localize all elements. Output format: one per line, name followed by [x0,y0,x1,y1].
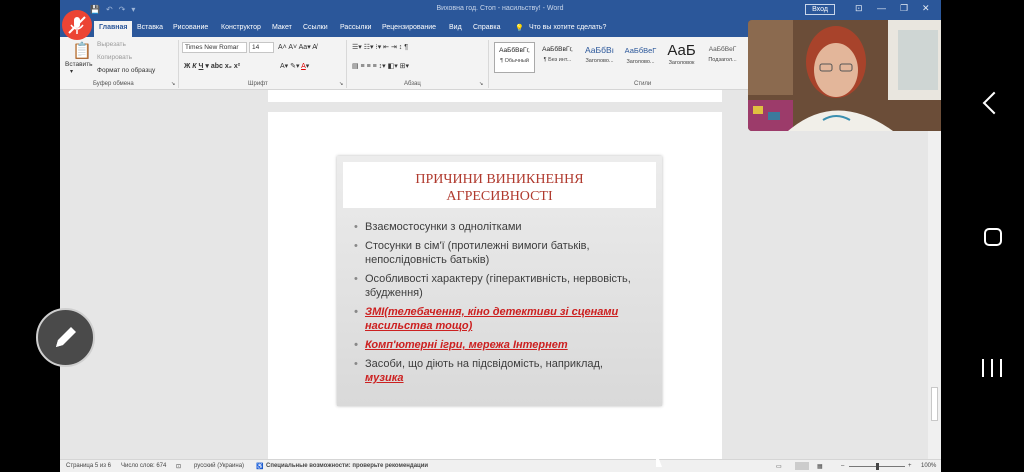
title-bar [60,0,941,19]
document-title: Виховна год. Стоп - насильству! - Word [436,5,564,12]
pencil-icon [38,310,93,365]
mouse-cursor-icon [656,459,662,467]
accessibility-icon: ♿ [256,464,264,470]
style-no-spacing[interactable] [537,42,578,73]
font-launcher-icon[interactable]: ↘ [339,81,344,87]
web-layout-icon[interactable]: ▦ [817,464,823,470]
paragraph-launcher-icon[interactable]: ↘ [479,81,484,87]
tab-insert[interactable]: Вставка [137,24,164,31]
divider [178,40,179,88]
back-icon[interactable] [983,92,1006,115]
slide-bullet-emphasis: • ЗМІ(телебачення, кіно детективи зі сценами насильства тощо) [353,305,653,333]
divider [488,40,489,88]
quick-access-toolbar[interactable]: 💾↶↷▾ [90,5,142,14]
proofing-icon[interactable]: ⊡ [176,464,182,470]
slide-title-box [343,162,656,208]
print-layout-icon[interactable] [795,462,809,470]
annotate-pen-button[interactable] [36,308,95,367]
document-page[interactable] [268,112,722,459]
slide-title-line-2: АГРЕСИВНОСТІ [446,189,553,204]
slide-bullet-text: Засоби, що діють на підсвідомість, наприклад, [365,358,603,370]
paste-button[interactable]: Вставить [65,61,93,68]
paste-dropdown-icon[interactable]: ▾ [70,69,74,75]
font-size-combo[interactable]: 14 [249,42,274,53]
style-heading-2[interactable] [620,42,661,73]
style-name: Заголово... [585,58,614,64]
list-icons[interactable]: ☰▾ ☷▾ ⁝▾ ⇤ ⇥ ↕ ¶ [352,44,408,51]
android-nav-bar [941,0,1024,472]
slide-bullet [353,357,653,385]
style-name: ¶ Обычный [500,58,529,64]
tab-review[interactable]: Рецензирование [382,24,437,31]
tab-layout[interactable]: Макет [272,24,292,31]
tab-help[interactable]: Справка [473,24,501,31]
document-area[interactable] [60,90,941,459]
read-mode-icon[interactable]: ▭ [776,464,782,470]
clipboard-launcher-icon[interactable]: ↘ [171,81,176,87]
tab-mailings[interactable]: Рассылки [340,24,372,31]
minimize-icon[interactable]: — [877,3,886,13]
zoom-slider-knob[interactable] [876,463,879,470]
style-normal[interactable] [494,42,535,73]
slide-title-line-1: ПРИЧИНИ ВИНИКНЕННЯ [415,172,584,187]
accessibility-check[interactable]: Специальные возможности: проверьте рекомендации [266,463,429,469]
page-count[interactable]: Страница 5 из 6 [66,463,111,469]
style-sample: АаБбВвГг, [542,46,573,53]
webcam-overlay [748,20,945,131]
style-title[interactable] [661,42,702,73]
zoom-in-icon[interactable]: + [908,463,912,469]
tab-home[interactable]: Главная [94,21,132,37]
scrollbar-thumb[interactable] [931,387,938,421]
style-name: Заголово... [626,59,655,65]
zoom-out-icon[interactable]: – [841,463,845,469]
copy-button[interactable]: Копировать [97,54,132,61]
vertical-scrollbar[interactable] [928,90,941,459]
microphone-muted-icon [62,10,92,40]
ribbon-display-icon[interactable]: ⊡ [855,3,863,13]
recent-apps-icon[interactable] [982,359,1004,377]
style-subtitle[interactable] [702,42,743,73]
close-icon[interactable]: ✕ [922,3,930,13]
style-sample: АаБбВеГ [708,46,737,53]
text-effects-icon[interactable]: A▾ ✎▾ A▾ [280,63,310,70]
tab-draw[interactable]: Рисование [173,24,209,31]
style-name: ¶ Без инт... [543,57,572,63]
language-indicator[interactable]: русский (Украина) [194,463,245,469]
style-sample: АаБ [667,42,696,59]
slide-bullet: • Стосунки в сім'ї (протилежні вимоги батьків, непослідовність батьків) [353,239,653,267]
slide-image [337,156,662,406]
clipboard-group-label: Буфер обмена [93,81,134,87]
slide-bullet: • Взаємостосунки з однолітками [353,220,653,234]
cut-button[interactable]: Вырезать [97,41,126,48]
slide-bullet-list [353,220,653,390]
font-size-controls-icon[interactable]: A˄ A˅ Aa▾ A̸ [278,44,317,51]
style-sample: АаБбВеГ [624,46,657,55]
style-heading-1[interactable] [579,42,620,73]
divider [346,40,347,88]
slide-bullet: • Особливості характеру (гіперактивність, нервовість, збудження) [353,272,653,300]
font-name-combo[interactable]: Times New Romar [182,42,247,53]
restore-icon[interactable]: ❐ [900,3,909,13]
mute-microphone-button[interactable] [62,10,92,40]
slide-title [343,171,656,205]
login-button[interactable]: Вход [805,4,835,15]
tab-view[interactable]: Вид [449,24,462,31]
paste-icon[interactable]: 📋 [72,43,92,60]
slide-bullet-red-word: музика [365,372,404,384]
tell-me-search[interactable]: Что вы хотите сделать? [529,24,607,31]
status-bar [60,459,941,472]
word-count[interactable]: Число слов: 674 [121,463,167,469]
previous-page-bottom [268,90,722,102]
slide-bullet-emphasis: • Комп'ютерні ігри, мережа Інтернет [353,338,653,352]
tab-design[interactable]: Конструктор [221,24,261,31]
paragraph-group-label: Абзац [404,81,421,87]
lightbulb-icon: 💡 [515,25,524,32]
webcam-video-image [748,20,945,131]
format-painter-button[interactable]: Формат по образцу [97,67,156,74]
zoom-level[interactable]: 100% [921,463,937,469]
style-sample: АаБбВı [585,45,614,55]
tab-references[interactable]: Ссылки [303,24,328,31]
home-icon[interactable] [984,228,1002,246]
font-group-label: Шрифт [248,81,268,87]
alignment-icons[interactable]: ▤ ≡ ≡ ≡ ↕▾ ◧▾ ⊞▾ [352,63,410,70]
font-format-icons[interactable]: Ж К Ч ▾ abc x₂ x² [184,63,241,70]
styles-group-label: Стили [634,81,652,87]
style-sample: АаБбВвГг, [499,47,530,54]
style-name: Заголовок [668,60,695,66]
style-name: Подзагол... [708,57,737,63]
